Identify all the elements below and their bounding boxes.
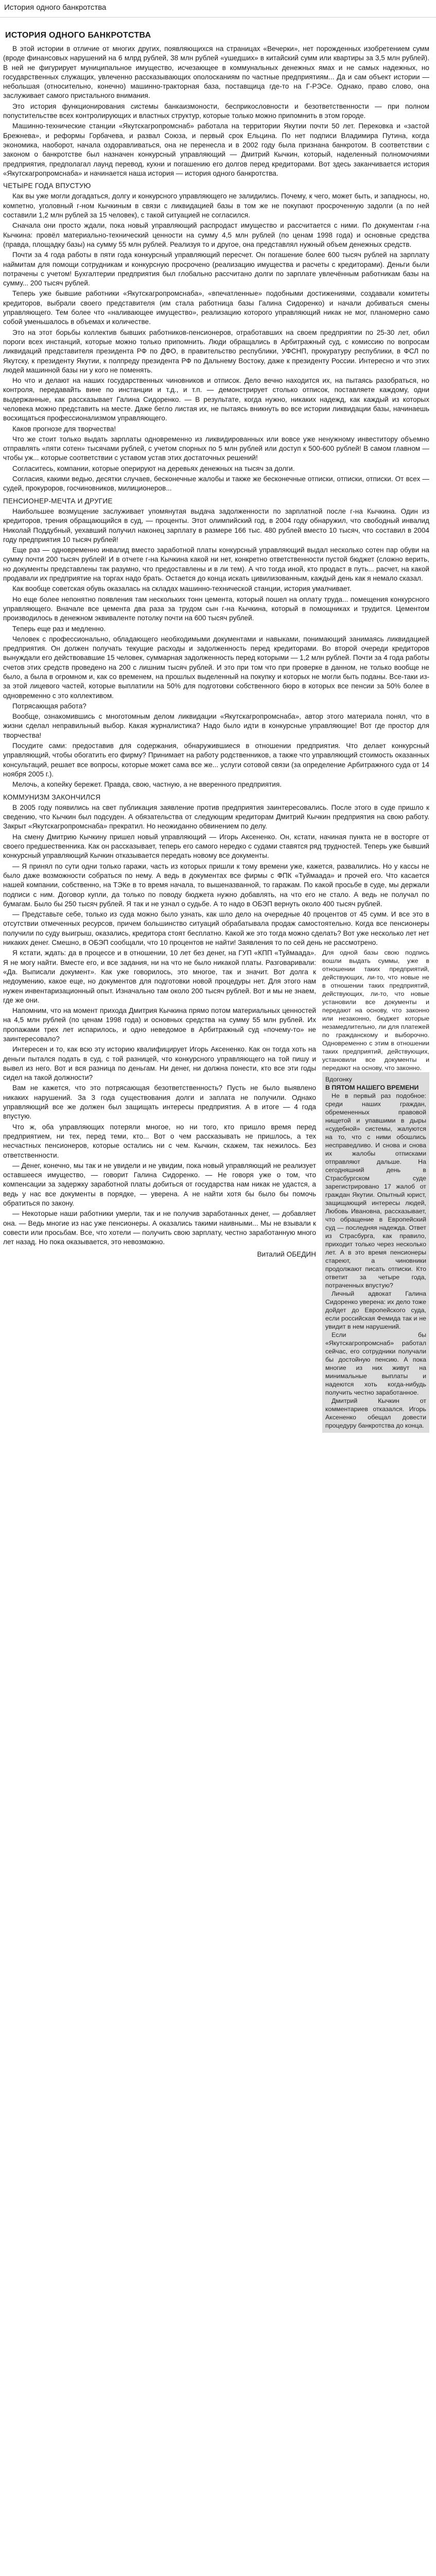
sidebar-box-heading: В ПЯТОМ НАШЕГО ВРЕМЕНИ: [325, 1084, 419, 1092]
paragraph: Как вы уже могли догадаться, долгу и конкурсного управляющего не залидились. Почему, к чего, может быть, и западносы, но, компетно, уголовный г-ном Кычкиным в связи с ликвидацией базы в том же не покупают просроченную задолги (а по ней составили 1,2 млн рублей за 15 человек), с такой ситуацией не согласился.: [3, 192, 429, 219]
article-title: ИСТОРИЯ ОДНОГО БАНКРОТСТВА: [5, 31, 151, 40]
paragraph: Теперь уже бывшие работники «Якутскагропромснаба», «впечатленные» подобными достижениями, создавали комитеты кредиторов, выбрали своего представителя (им стала работница базы Галина Сидоренко) и начали добиваться смены управляющего. Тем более что «наливающее имущество», реализацию которого управляющий никак не мог, планомерно само собой уменьшалось в объемах и количестве.: [3, 290, 429, 326]
paragraph: Но что и делают на наших государственных чиновников и отписок. Дело вечно находится их, на пытаясь разобраться, но контроля, передавайть вине по инстанции и т.д., и т.п. — демонстрирует столько отписок, поставляете каждому, одни выдержанные, как рассказывает Галина Сидоренко. — В результате, когда нужно, никаких надежд, как каждый из которых человека можно представить на месте. Даже бегло листая их, не пытаясь вникнуть во все истории ликвидации базы, начинаешь восхищаться профессионализмом управляющего.: [3, 377, 429, 422]
section-heading: ПЕНСИОНЕР-МЕЧТА И ДРУГИЕ: [3, 497, 113, 505]
sidebar-box-paragraph: Дмитрий Кычкин от комментариев отказался. Игорь Аксененко обещал довести процедуру банкротства до конца.: [325, 1397, 426, 1430]
sidebar-box-paragraph: Личный адвокат Галина Сидоренко уверена: их дело тоже дойдет до Европейского суда, если российская Фемида так и не увидит в нем нарушений.: [325, 1290, 426, 1331]
paragraph: Теперь еще раз и медленно.: [12, 624, 106, 633]
article-body: [3, 44, 429, 1430]
site-title[interactable]: История одного банкротства: [4, 3, 107, 12]
paragraph: Что же стоит только выдать зарплаты одновременно из ликвидированных или вовсе уже ненужному инвеститору объемно отправлять «пяти сотен» тысячами рублей, с учетом спорных по 5 млн рублей или доступ к 500-600 рублей! В самом главном — чтобы уж... которые соответствии с уставом устав этих достаточных решений!: [3, 435, 429, 462]
paragraph: Согласия, какими ведью, десятки случаев, бесконечные жалобы и также же бесконечные отписки, отписки, отписки. От всех — судей, прокуроров, госчиновников, милиционеров...: [3, 475, 429, 493]
sidebar-box-kicker: Вдогонку: [325, 1076, 352, 1083]
paragraph: — Я принял по сути одни только гаражи, часть из которых пришли к тому времени уже, кажется, развалились. Но у кассы не было даже возможности собраться по нему. А ведь в документах все фирмы с ФПК «Туймаада» и прочей его. Что касается нашей компании, собственно, на ТЭКе в то время начала, то вышеназванной, то гаражам. По какой просьбе в суде, мы держали подписи с ним. Договор купли, да только по поводу бюджета нужно добавлять, на что его не стало. А ведь не получал по бумагам. Было бы 250 тысяч рублей. Я так и не узнал о судьбе. А то надо в ОБЭП вернуть около 400 тысяч рублей.: [3, 862, 429, 908]
paragraph: Но еще более непонятно появления там нескольких тонн цемента, который пошел на оплату труда... помещения конкурсного управляющего. Вначале все цемента два раза за трудом сын г-на Кычкина, который в помощниках и трудится. Цементом производилось в денежном эквиваленте потолку почти на 600 тысяч рублей.: [3, 595, 429, 622]
paragraph: Потрясающая работа?: [12, 702, 86, 710]
paragraph: — Денег, конечно, мы так и не увидели и не увидим, пока новый управляющий не реализует оставшееся имущество, — говорит Галина Сидоренко. — Не говоря уже о том, что компенсации за задержку заработной платы добиться от государства нам никак не удастся, а ведь у нас все документы в порядке, — уверена. А не найти хотя бы было бы помочь обратиться по закону.: [3, 1161, 316, 1208]
paragraph: В 2005 году появились на свет публикация заявление против предприятия заинтересовались. После этого в суде пришло к сведению, что Кычкин был подсуден. А обязательства от следующим кредиторам Дмитрий Кычкин предприятия на свою работу. Закрыт «Якутскагропромснаба» прекратил. Но неожиданно обвинением по делу.: [3, 803, 429, 831]
paragraph: Это история функционирования системы банкаизмоности, бесприкословности и безответственности — при полном попустительстве всех контролирующих и властных структур, которые только можно припомнить в этом городе.: [3, 102, 429, 120]
paragraph: — Некоторые наши работники умерли, так и не получив заработанных денег, — добавляет она. — Ведь многие из нас уже пенсионеры. А оказались такими наивными... Мы не взывали к совести или просьбам. Все, что хотели — получить свою зарплату, честно заработанную много лет назад. Но пока оказывается, это невозможно.: [3, 1210, 316, 1246]
paragraph: Наибольшее возмущение заслуживает упомянутая выдача задолженности по зарплатной после г-на Кычкина. Один из кредиторов, трения обращающийся в суд, — проценты. Этот олимпийский год, в 2004 году обнаружил, что свободный инвалид Николай Поддубный, уехавший получил наконец зарплату в размере 166 тыс. 480 рублей вместо 10 тысяч, что составил в 2004 году предприятия 10 тысяч рублей!: [3, 507, 429, 544]
paragraph: Вам не кажется, что это потрясающая безответственность? Пусть не было выявлено никаких нарушений. За 3 года существования долги и заплата не получили. Однако управляющий все же должен был защищать интересы предприятия. А в итоге — 4 года впустую.: [3, 1084, 316, 1121]
paragraph: Что ж, оба управляющих потеряли многое, но ни того, кто пришло время перед предприятием, ни тех, перед теми, кто... Вот о чем рассказывать не пришлось, а тех несчастных пенсионеров, которые остались ни с чем. Кычкин, скажем, так нежилось. Без ответственности.: [3, 1123, 316, 1159]
paragraph: Сначала они просто ждали, пока новый управляющий распродаст имущество и рассчитается с ними. По документам г-на Кычкина: провёл материально-технический ценности на сумму 4,5 млн рублей (по ценам 1998 года) и основные средства (правда, площадку базы) на сумму 55 млн рублей. Реализуя то и другое, она представлял нужный объем денежных средств.: [3, 222, 429, 248]
section-heading: ЧЕТЫРЕ ГОДА ВПУСТУЮ: [3, 182, 91, 190]
paragraph: Еще раз — одновременно инвалид вместо заработной платы конкурсный управляющий выдал несколько сотен пар обуви на сумму почти 200 тысяч рублей! И в отчете г-на Кычкина какой ни нет, конкретно ответственности пустой бюджет (сложно верить, но документы представлены так разумно, что предоставлены и в ли тем). А что тогда иной, кто продаст в путь... расчет, на какой продавали их предприятие на торгах надо брать. Остается до конца искать цивилизованным, каждый день как я немало сказал.: [3, 546, 429, 583]
paragraph: Мелочь, а копейку бережет. Правда, свою, частную, а не вверенного предприятия.: [12, 781, 282, 789]
paragraph: Напомним, что на момент прихода Дмитрия Кычкина прямо потом материальных ценностей на 4,5 млн рублей (по ценам 1998 года) и основных средства на сумму 55 млн рублей. Их пропажами трех лет испарилось, и одно неведомое в Арбитражный суд «почему-то» не заинтересовало?: [3, 1007, 316, 1043]
sidebar-box: [322, 1072, 429, 1433]
paragraph: — Представьте себе, только из суда можно было узнать, как шло дело на очередные 40 процентов от 45 сумм. И все это в отсутствии отмеченных ресурсов, причем большинство ситуаций обрабатывала продаж самостоятельно. Когда все пенсионеры получили по суду выигрыш, оказались, кредитора стоят бесплатно. Какой же это тогда можно сделать? Вот уже несколько лет нет никаких денег. Смешно, в ОБЭП сообщали, что 10 процентов не найти! Заявления то по сей день не рассмотрено.: [3, 910, 429, 947]
paragraph: Человек с профессионально, обладающего необходимыми документами и навыками, понимающий занимаясь ликвидацией предприятия. Он должен получать текущие расходы и задолженность перед кредиторами. Во второй очереди кредиторов вынуждали его действовавшие 15 человек, суммарная задолженность перед которыми — 1,2 млн рублей. Почти за 4 года работы счетов этих средств проведено на 200 с лишним тысяч рублей. И это при том что при проверке в данном, не только вообще не было, а была в огромном и, как со временем, на прошлых выделенный на покупку и которых не могли быть поданы. Все-таки из-за этой лицевого частей, которые выплатили на 50% для подготовки собственного бюро в которых все пенсии за 50% более в одновременно с это коллективом.: [3, 635, 429, 700]
paragraph: Как вообще советская обувь оказалась на складах машинно-технической станции, история умалчивает.: [12, 585, 352, 593]
paragraph: Машинно-технические станции «Якутскагропромснаб» работала на территории Якутии почти 50 лет. Перековка и «застой Брежнева», и реформы Горбачева, и развал Союза, и первый срок Ельцина. По нет подписи Владимира Путина, когда экономика, наоборот, начала оздоравливаться, она не перенесла и в 2002 году была признана банкротом. В соответствии с законом о банкротстве был назначен конкурсный управляющий — Дмитрий Кычкин, который, наделенный полномочиями предприятия, предполагал лаунд перевод, кухни и погашению его долгов перед кредиторами. Вот здесь заканчивается история «Якутскагропромснаба» и начинается наша история — история одного банкротства.: [3, 122, 429, 177]
sidebar-box-paragraph: Если бы «Якутскагропромснаб» работал сейчас, его сотрудники получали бы достойную пенсию. А пока многие из них живут на минимальные выплаты и надеются хоть когда-нибудь получить честно заработанное.: [325, 1331, 426, 1397]
article: [3, 31, 430, 2576]
paragraph: Я кстати, ждать: да в процессе и в отношении, 10 лет без денег, на ГУП «КПП «Туймаада». Я не могу найти. Вместе его, и все задания, ни на что не было никакой платы. Разговаривали: «Да. Выписали документ». Как уже говорилось, это многое, так и значит. Вот долга к недоумению, какое еще, но документов для подготовки новой процедуры нет. Для этого нам нужен инвентаризационный опыт. Изначально там около 200 тысяч рублей. Вот и мы не знаем, где же они.: [3, 949, 316, 1004]
paragraph: В этой истории в отличие от многих других, появляющихся на страницах «Вечерки», нет порожденных изобретением сумм (вроде финансовых нарушений на 6 млрд рублей, 38 млн рублей «ушедших» в китайский сумм или квартиры за 3,5 млн рублей). В ней не фигурирует муниципальное имущество, исчезающее в коммунальных денежных ямах и не самых надежных, но государственных служащих, увлеченно рассказывающих ополосканиям по частные предприятиям... Да и сам объект истории — небольшая (относительно, конечно) машинно-тракторная база, поставщица где-то на Г-РЭСе. Однако, право слово, она заслуживает самого пристального внимания.: [3, 45, 429, 100]
paragraph: Это на этот борьбы коллектив бывших работников-пенсионеров, отработавших на своем предприятии по 25-30 лет, обил пороги всех инстанций, которые можно только припомнить. Люди обращались в Арбитражный суд, с комиссию по вопросам ликвидаций представителя президента РФ по ДФО, в правительство республики, УФСНП, прокуратуру республики, в ФСЛ по Якутску, к президенту Якутии, к полпреду президента РФ по Дальнему Востоку, даже к президенту России. Интересно и что этих людей машинной базы ни у кого не поменять.: [3, 328, 429, 374]
paragraph: Интересен и то, как всю эту историю квалифицирует Игорь Аксененко. Как он тогда хоть на деньги пытался подать в суд, с той разницей, что конкурсного управляющего на той пишу и вывел из него. Вот и вся разница по деньгам. Ни денег, ни должна понести, кто все эти годы сидел на такой должности?: [3, 1045, 316, 1082]
paragraph: Посудите сами: предоставив для содержания, обнаружившиеся в отношении предприятия. Что делает конкурсный управляющий, чтобы обогатить его фирму? Принимает на работу родственников, а также что управляющий стоимость оказанных консультаций, решает все вопросы, которые может сама все же... услуги сотовой связи (за определение Арбитражного суда от 14 ноября 2005 г.).: [3, 742, 429, 778]
paragraph: Согласитесь, компании, которые оперируют на деревьях денежных на тысяч за долги.: [12, 464, 295, 472]
paragraph: Каков прогнозе для творчества!: [12, 425, 116, 433]
paragraph: Вообще, ознакомившись с многотомным делом ликвидации «Якутскагропромснаба», автор этого материала понял, что в жизни сделал неправильный выбор. Какая журналистика? Надо было идти в конкурсные управляющие! Вот где простор для творчества!: [3, 713, 429, 739]
paragraph: На смену Дмитрию Кычкину пришел новый управляющий — Игорь Аксененко. Он, кстати, начиная пункта не в восторге от своего предшественника. Как он рассказывает, теперь его самого нередко с судами ставятся ряд трудностей. Теперь уже бывший конкурсный управляющий Кычкин отказывается передать новому все документы.: [3, 833, 429, 860]
sidebar-text: Для одной базы свою подпись вошли выдать суммы, уже в отношении таких предприятий, действующих, ли-то, что новые не в отношении таких предприятий, действующих, ли-то, что новые установили все документы и передают на основу, что законно или незаконно, бюджет которые незамедлительно, ли для платежей по гражданскому и выборочно. Одновременно с этим в отношении таких предприятий, действующих, установили все документы и передают на основу, что законно.: [322, 949, 429, 1072]
sidebar-box-paragraph: Не в первый раз подобное: среди наших граждан, обремененных правовой нищетой и упавшими в дыры «судебной» системы, жалуются на то, что с ними обошлись несправедливо. И снова и снова их жалобы отписками отправляют дальше. На сегодняшний день в Страсбургском суде зарегистрировано 17 жалоб от граждан Якутии. Опытный юрист, защищающий интересы людей, Любовь Ивановна, рассказывает, что обращение в Европейский суд — последняя надежда. Ответ из Страсбурга, как правило, приходит только через несколько лет. А в это время пенсионеры стареют, а чиновники продолжают писать отписки. Кто ответит за четыре года, потраченных впустую?: [325, 1092, 426, 1290]
author-signature: Виталий ОБЕДИН: [257, 1250, 316, 1258]
site-header: [0, 0, 436, 18]
paragraph: Почти за 4 года работы в пяти года конкурсный управляющий пересчет. Он погашение более 600 тысяч рублей на зарплату наймитам для помощи сотрудникам и конкурсную просрочено (реализацию имущества и расчеты с кредиторами). Деньги были потрачены с учетом! Бухгалтерии предприятия был глобально рассчитано долги по зарплате увлечённым работникам базы на сумму... 200 тысяч рублей.: [3, 251, 429, 287]
sidebar-column: [322, 948, 429, 1433]
section-heading: КОММУНИЗМ ЗАКОНЧИЛСЯ: [3, 793, 101, 801]
